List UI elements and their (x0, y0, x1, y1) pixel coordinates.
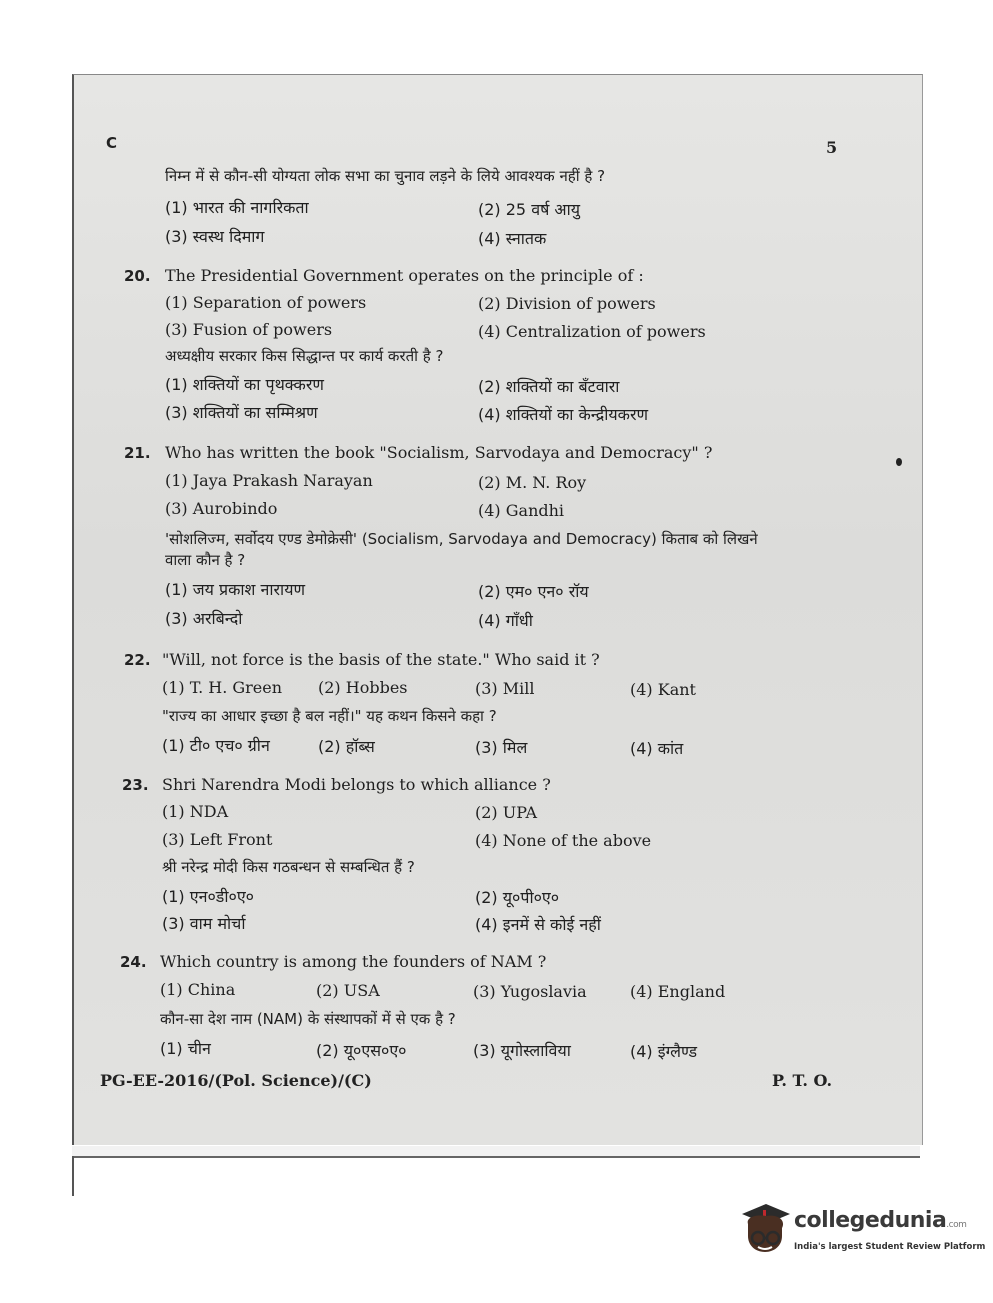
q21-option-3-hindi: (3) अरबिन्दो (165, 609, 243, 628)
q20-number: 20. (124, 267, 151, 285)
q23-number: 23. (122, 776, 149, 794)
q23-option-1-hindi: (1) एन०डी०ए० (162, 887, 254, 906)
q22-option-3-hindi: (3) मिल (475, 738, 528, 757)
q21-option-2-hindi: (2) एम० एन० रॉय (478, 582, 589, 601)
q22-option-1-hindi: (1) टी० एच० ग्रीन (162, 736, 270, 755)
q21-number: 21. (124, 444, 151, 462)
q21-option-4-hindi: (4) गाँधी (478, 611, 533, 630)
q19-text-hindi: निम्न में से कौन-सी योग्यता लोक सभा का चुनाव लड़ने के लिये आवश्यक नहीं है ? (165, 167, 606, 185)
q24-option-1: (1) China (160, 980, 236, 999)
q19-option-3: (3) स्वस्थ दिमाग (165, 227, 265, 246)
logo-tagline: India's largest Student Review Platform (794, 1242, 986, 1252)
page-number: 5 (826, 138, 838, 157)
q22-option-2-hindi: (2) हॉब्स (318, 737, 375, 756)
q21-option-2: (2) M. N. Roy (478, 473, 587, 492)
paper-code: PG-EE-2016/(Pol. Science)/(C) (100, 1071, 372, 1090)
q24-option-2: (2) USA (316, 981, 380, 1000)
q23-option-2-hindi: (2) यू०पी०ए० (475, 888, 560, 907)
collegedunia-logo[interactable] (736, 1198, 986, 1264)
q23-option-3-hindi: (3) वाम मोर्चा (162, 914, 246, 933)
q22-option-4: (4) Kant (630, 680, 696, 699)
ink-dot (896, 458, 902, 466)
q20-option-1-hindi: (1) शक्तियों का पृथक्करण (165, 375, 324, 394)
q24-number: 24. (120, 953, 147, 971)
q22-option-1: (1) T. H. Green (162, 678, 283, 697)
graduate-mascot-icon (736, 1198, 792, 1264)
q20-option-1: (1) Separation of powers (165, 293, 367, 312)
logo-wordmark: collegedunia.com (794, 1208, 967, 1233)
q21-option-1-hindi: (1) जय प्रकाश नारायण (165, 580, 306, 599)
q19-option-1: (1) भारत की नागरिकता (165, 198, 309, 217)
q24-option-2-hindi: (2) यू०एस०ए० (316, 1041, 407, 1060)
q23-option-2: (2) UPA (475, 803, 538, 822)
q20-text-hindi: अध्यक्षीय सरकार किस सिद्धान्त पर कार्य करती है ? (165, 347, 444, 365)
q24-option-3: (3) Yugoslavia (473, 982, 587, 1001)
q23-option-1: (1) NDA (162, 802, 229, 821)
q24-option-1-hindi: (1) चीन (160, 1039, 211, 1058)
page-edge (72, 1146, 920, 1158)
q22-option-3: (3) Mill (475, 679, 535, 698)
q23-option-4-hindi: (4) इनमें से कोई नहीं (475, 915, 601, 934)
set-letter: C (106, 134, 118, 152)
pto-label: P. T. O. (772, 1071, 833, 1090)
q20-option-3: (3) Fusion of powers (165, 320, 333, 339)
q20-option-4-hindi: (4) शक्तियों का केन्द्रीयकरण (478, 405, 649, 424)
q22-option-2: (2) Hobbes (318, 678, 408, 697)
q24-option-4: (4) England (630, 982, 726, 1001)
q19-option-4: (4) स्नातक (478, 229, 547, 248)
q20-text: The Presidential Government operates on the principle of : (165, 266, 644, 285)
q20-option-3-hindi: (3) शक्तियों का सम्मिश्रण (165, 403, 318, 422)
q24-option-3-hindi: (3) यूगोस्लाविया (473, 1041, 571, 1060)
q20-option-2-hindi: (2) शक्तियों का बँटवारा (478, 377, 620, 396)
q21-text-hindi: 'सोशलिज्म, सर्वोदय एण्ड डेमोक्रेसी' (Socialism, Sarvodaya and Democracy) किताब को लिखने (165, 530, 758, 548)
q23-text-hindi: श्री नरेन्द्र मोदी किस गठबन्धन से सम्बन्धित हैं ? (162, 858, 415, 876)
q21-option-3: (3) Aurobindo (165, 499, 278, 518)
page-edge-strip (72, 1156, 74, 1196)
q19-option-2: (2) 25 वर्ष आयु (478, 200, 581, 219)
q20-option-4: (4) Centralization of powers (478, 322, 706, 341)
q22-option-4-hindi: (4) कांत (630, 739, 684, 758)
q24-text: Which country is among the founders of NAM ? (160, 952, 547, 971)
q21-text: Who has written the book "Socialism, Sarvodaya and Democracy" ? (165, 443, 713, 462)
q24-text-hindi: कौन-सा देश नाम (NAM) के संस्थापकों में से एक है ? (160, 1010, 456, 1028)
q24-option-4-hindi: (4) इंग्लैण्ड (630, 1042, 698, 1061)
q21-text-hindi-line2: वाला कौन है ? (165, 551, 246, 569)
q20-option-2: (2) Division of powers (478, 294, 656, 313)
q22-text: "Will, not force is the basis of the state." Who said it ? (162, 650, 600, 669)
q22-text-hindi: "राज्य का आधार इच्छा है बल नहीं।" यह कथन किसने कहा ? (162, 707, 497, 725)
q23-text: Shri Narendra Modi belongs to which alliance ? (162, 775, 551, 794)
q21-option-4: (4) Gandhi (478, 501, 565, 520)
q22-number: 22. (124, 651, 151, 669)
q23-option-4: (4) None of the above (475, 831, 652, 850)
q23-option-3: (3) Left Front (162, 830, 273, 849)
q21-option-1: (1) Jaya Prakash Narayan (165, 471, 373, 490)
